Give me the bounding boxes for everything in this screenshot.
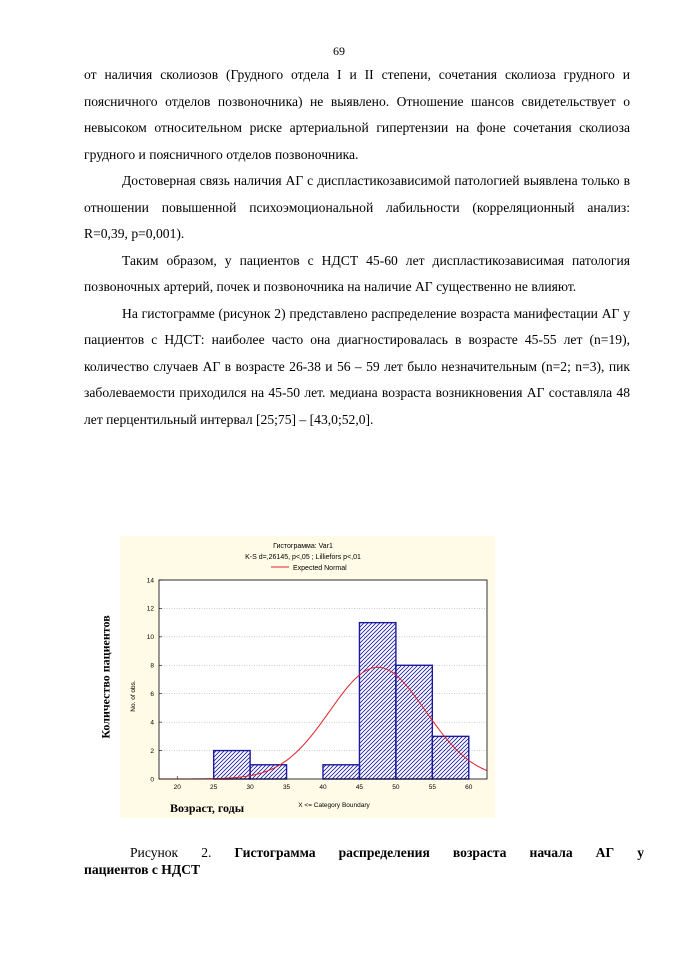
x-tick-label: 20: [173, 784, 181, 791]
histogram-bar: [359, 623, 395, 779]
body-text: [84, 62, 630, 433]
y-axis-label: No. of obs.: [130, 680, 137, 712]
y-tick-label: 2: [150, 747, 154, 755]
caption-line-1: [84, 844, 644, 861]
histogram-bar: [323, 765, 359, 779]
y-tick-label: 0: [150, 776, 154, 784]
x-tick-label: 45: [355, 784, 364, 791]
histogram-bar: [432, 736, 468, 779]
histogram-bar: [250, 765, 286, 779]
legend-label: Expected Normal: [293, 565, 347, 572]
caption-prefix: Рисунок 2.: [130, 845, 212, 860]
paragraph-3: Таким образом, у пациентов с НДСТ 45-60 лет диспластикозависимая патология позвоночных артерий, почек и позвоночника на наличие АГ существенно не влияют.: [84, 252, 630, 294]
x-tick-label: 35: [282, 784, 291, 791]
histogram-bar: [214, 751, 250, 779]
histogram-figure: [95, 536, 495, 818]
x-tick-label: 25: [210, 784, 218, 791]
caption-title-line-2: пациентов с НДСТ: [84, 862, 201, 877]
caption-title-line-1: Гистограмма распределения возраста начала АГ у: [234, 845, 645, 860]
paragraph-4: На гистограмме (рисунок 2) представлено распределение возраста манифестации АГ у пациентов с НДСТ: наиболее часто она диагностировалась в возрасте 45-55 лет (n=19), количество случаев АГ в возрасте 26-38 и 56 – 59 лет было незначительным (n=2; n=3), пик заболеваемости приходился на 45-50 лет. медиана возраста возникновения АГ составляла 48 лет перцентильный интервал [25;75] – [43,0;52,0].: [84, 305, 630, 427]
page-number: 69: [333, 44, 345, 58]
histogram-bar: [396, 665, 432, 779]
figure-caption: [84, 844, 644, 878]
paragraph-2: Достоверная связь наличия АГ с диспластикозависимой патологией выявлена только в отношении повышенной психоэмоциональной лабильности (корреляционный анализ: R=0,39, p=0,001).: [84, 173, 630, 241]
y-tick-label: 10: [146, 634, 154, 642]
paragraph-1: от наличия сколиозов (Грудного отдела I и II степени, сочетания сколиоза грудного и поясничного отделов позвоночника) не выявлено. Отношение шансов свидетельствует о невысоком относительном риске артериальной гипертензии на фоне сочетания сколиоза грудного и поясничного отделов позвоночника.: [84, 67, 630, 162]
x-tick-label: 60: [465, 784, 473, 791]
y-tick-label: 8: [150, 662, 154, 670]
x-tick-label: 30: [246, 784, 254, 791]
x-axis-label: X <= Category Boundary: [298, 802, 370, 809]
x-tick-label: 50: [392, 784, 400, 791]
x-axis-main-label: Возраст, годы: [170, 801, 245, 815]
plot-area: [147, 577, 487, 791]
chart-subtitle: K-S d=,26145, p<,05 ; Lilliefors p<,01: [245, 554, 361, 561]
chart-title: Гистограмма: Var1: [273, 543, 333, 550]
y-tick-label: 6: [150, 691, 154, 699]
x-tick-label: 40: [319, 784, 327, 791]
y-tick-label: 4: [150, 719, 154, 727]
y-tick-label: 12: [146, 605, 154, 613]
y-tick-label: 14: [146, 577, 154, 585]
y-axis-main-label-text: Количество пациентов: [98, 615, 113, 739]
histogram-chart: [95, 536, 495, 818]
x-tick-label: 55: [428, 784, 436, 791]
